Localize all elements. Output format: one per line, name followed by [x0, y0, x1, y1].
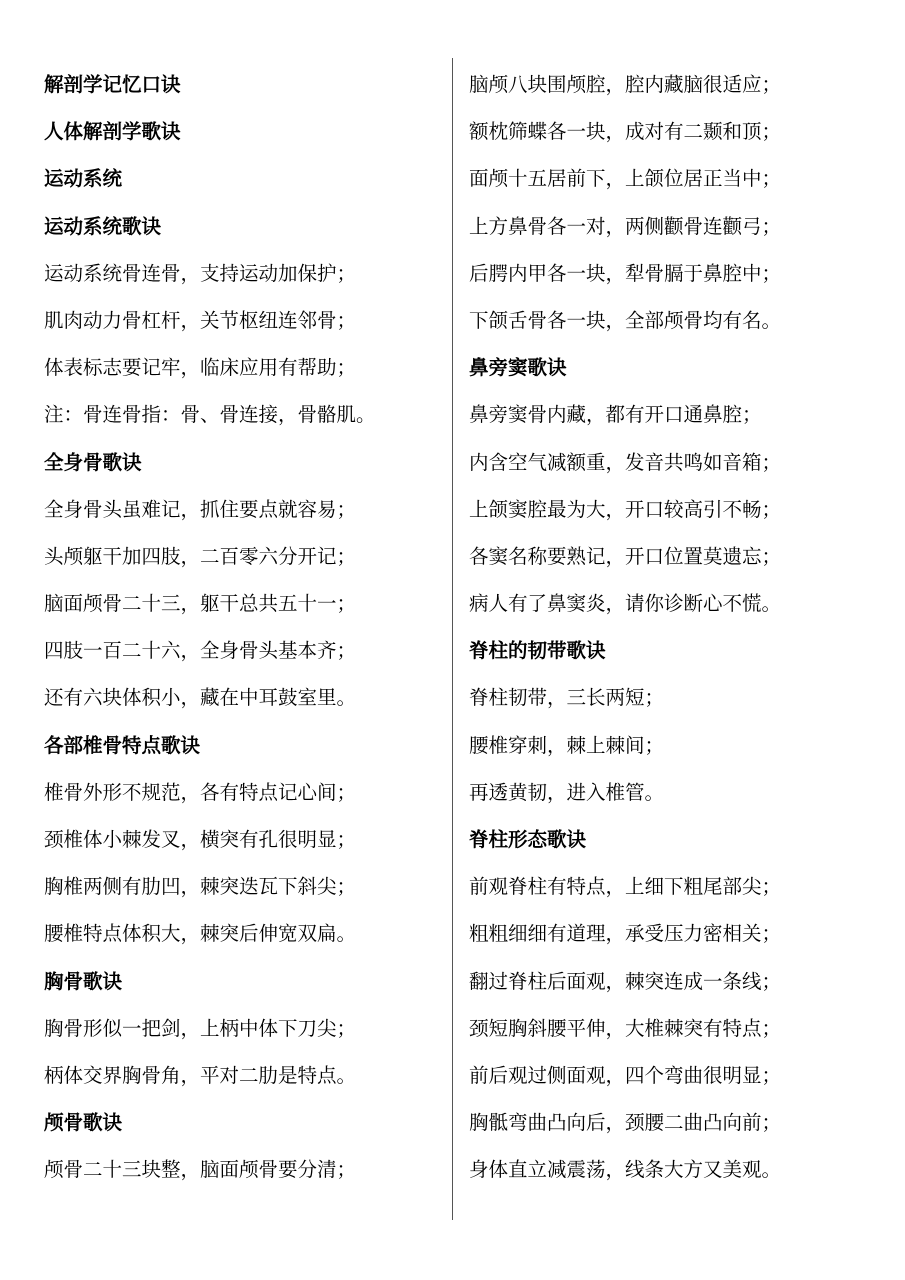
left-text-line: 颅骨二十三块整，脑面颅骨要分清； [44, 1158, 357, 1182]
left-text-line: 四肢一百二十六，全身骨头基本齐； [44, 639, 357, 663]
right-column [469, 61, 889, 1194]
right-text-line: 前后观过侧面观，四个弯曲很明显； [469, 1063, 782, 1087]
right-text-line: 翻过脊柱后面观，棘突连成一条线； [469, 969, 782, 993]
left-text-line: 胸椎两侧有肋凹，棘突迭瓦下斜尖； [44, 875, 357, 899]
left-text-line: 颈椎体小棘发叉，横突有孔很明显； [44, 828, 357, 851]
left-text-line: 胸骨形似一把剑，上柄中体下刀尖； [44, 1016, 357, 1040]
right-text-line: 身体直立减震荡，线条大方又美观。 [469, 1158, 782, 1182]
right-text-line: 再透黄韧，进入椎管。 [469, 780, 665, 804]
right-section-heading: 鼻旁窦歌诀 [469, 356, 567, 380]
left-section-heading: 全身骨歌诀 [44, 450, 142, 474]
left-section-heading: 人体解剖学歌诀 [44, 120, 181, 144]
left-text-line: 体表标志要记牢，临床应用有帮助； [44, 356, 357, 380]
left-text-line: 全身骨头虽难记，抓住要点就容易； [44, 497, 357, 521]
right-text-line: 上方鼻骨各一对，两侧颧骨连颧弓； [469, 214, 782, 238]
right-text-line: 各窦名称要熟记，开口位置莫遗忘； [469, 544, 782, 568]
right-text-line: 粗粗细细有道理，承受压力密相关； [469, 922, 782, 946]
right-section-heading: 脊柱的韧带歌诀 [469, 639, 606, 663]
right-text-line: 腰椎穿刺，棘上棘间； [469, 733, 665, 757]
left-section-heading: 运动系统歌诀 [44, 214, 162, 238]
left-text-line: 注：骨连骨指：骨、骨连接，骨骼肌。 [44, 403, 376, 427]
right-text-line: 脊柱韧带，三长两短； [469, 686, 665, 710]
right-text-line: 内含空气减额重，发音共鸣如音箱； [469, 450, 782, 474]
left-text-line: 柄体交界胸骨角，平对二肋是特点。 [44, 1063, 357, 1087]
right-text-line: 上颌窦腔最为大，开口较高引不畅； [469, 497, 782, 521]
right-text-line: 下颌舌骨各一块，全部颅骨均有名。 [469, 308, 782, 332]
right-text-line: 面颅十五居前下，上颌位居正当中； [469, 167, 782, 191]
right-text-line: 脑颅八块围颅腔，腔内藏脑很适应； [469, 73, 782, 96]
right-text-line: 后腭内甲各一块，犁骨膈于鼻腔中； [469, 261, 782, 285]
right-text-line: 胸骶弯曲凸向后，颈腰二曲凸向前； [469, 1111, 782, 1135]
left-column [44, 61, 444, 1194]
left-text-line: 腰椎特点体积大，棘突后伸宽双扁。 [44, 922, 357, 946]
column-divider [452, 58, 453, 1220]
left-text-line: 椎骨外形不规范，各有特点记心间； [44, 780, 357, 804]
right-text-line: 额枕筛蝶各一块，成对有二颞和顶； [469, 120, 782, 144]
right-section-heading: 脊柱形态歌诀 [469, 828, 587, 851]
left-text-line: 还有六块体积小，藏在中耳鼓室里。 [44, 686, 357, 710]
left-text-line: 运动系统骨连骨，支持运动加保护； [44, 261, 357, 285]
right-text-line: 前观脊柱有特点，上细下粗尾部尖； [469, 875, 782, 899]
left-section-heading: 各部椎骨特点歌诀 [44, 733, 201, 757]
left-section-heading: 胸骨歌诀 [44, 969, 123, 993]
left-text-line: 脑面颅骨二十三，躯干总共五十一； [44, 592, 357, 616]
left-text-line: 肌肉动力骨杠杆，关节枢纽连邻骨； [44, 308, 357, 332]
left-section-heading: 运动系统 [44, 167, 123, 191]
left-section-heading: 颅骨歌诀 [44, 1111, 123, 1135]
left-section-heading: 解剖学记忆口诀 [44, 73, 181, 96]
right-text-line: 鼻旁窦骨内藏，都有开口通鼻腔； [469, 403, 762, 427]
right-text-line: 病人有了鼻窦炎，请你诊断心不慌。 [469, 592, 782, 616]
right-text-line: 颈短胸斜腰平伸，大椎棘突有特点； [469, 1016, 782, 1040]
left-text-line: 头颅躯干加四肢，二百零六分开记； [44, 544, 357, 568]
